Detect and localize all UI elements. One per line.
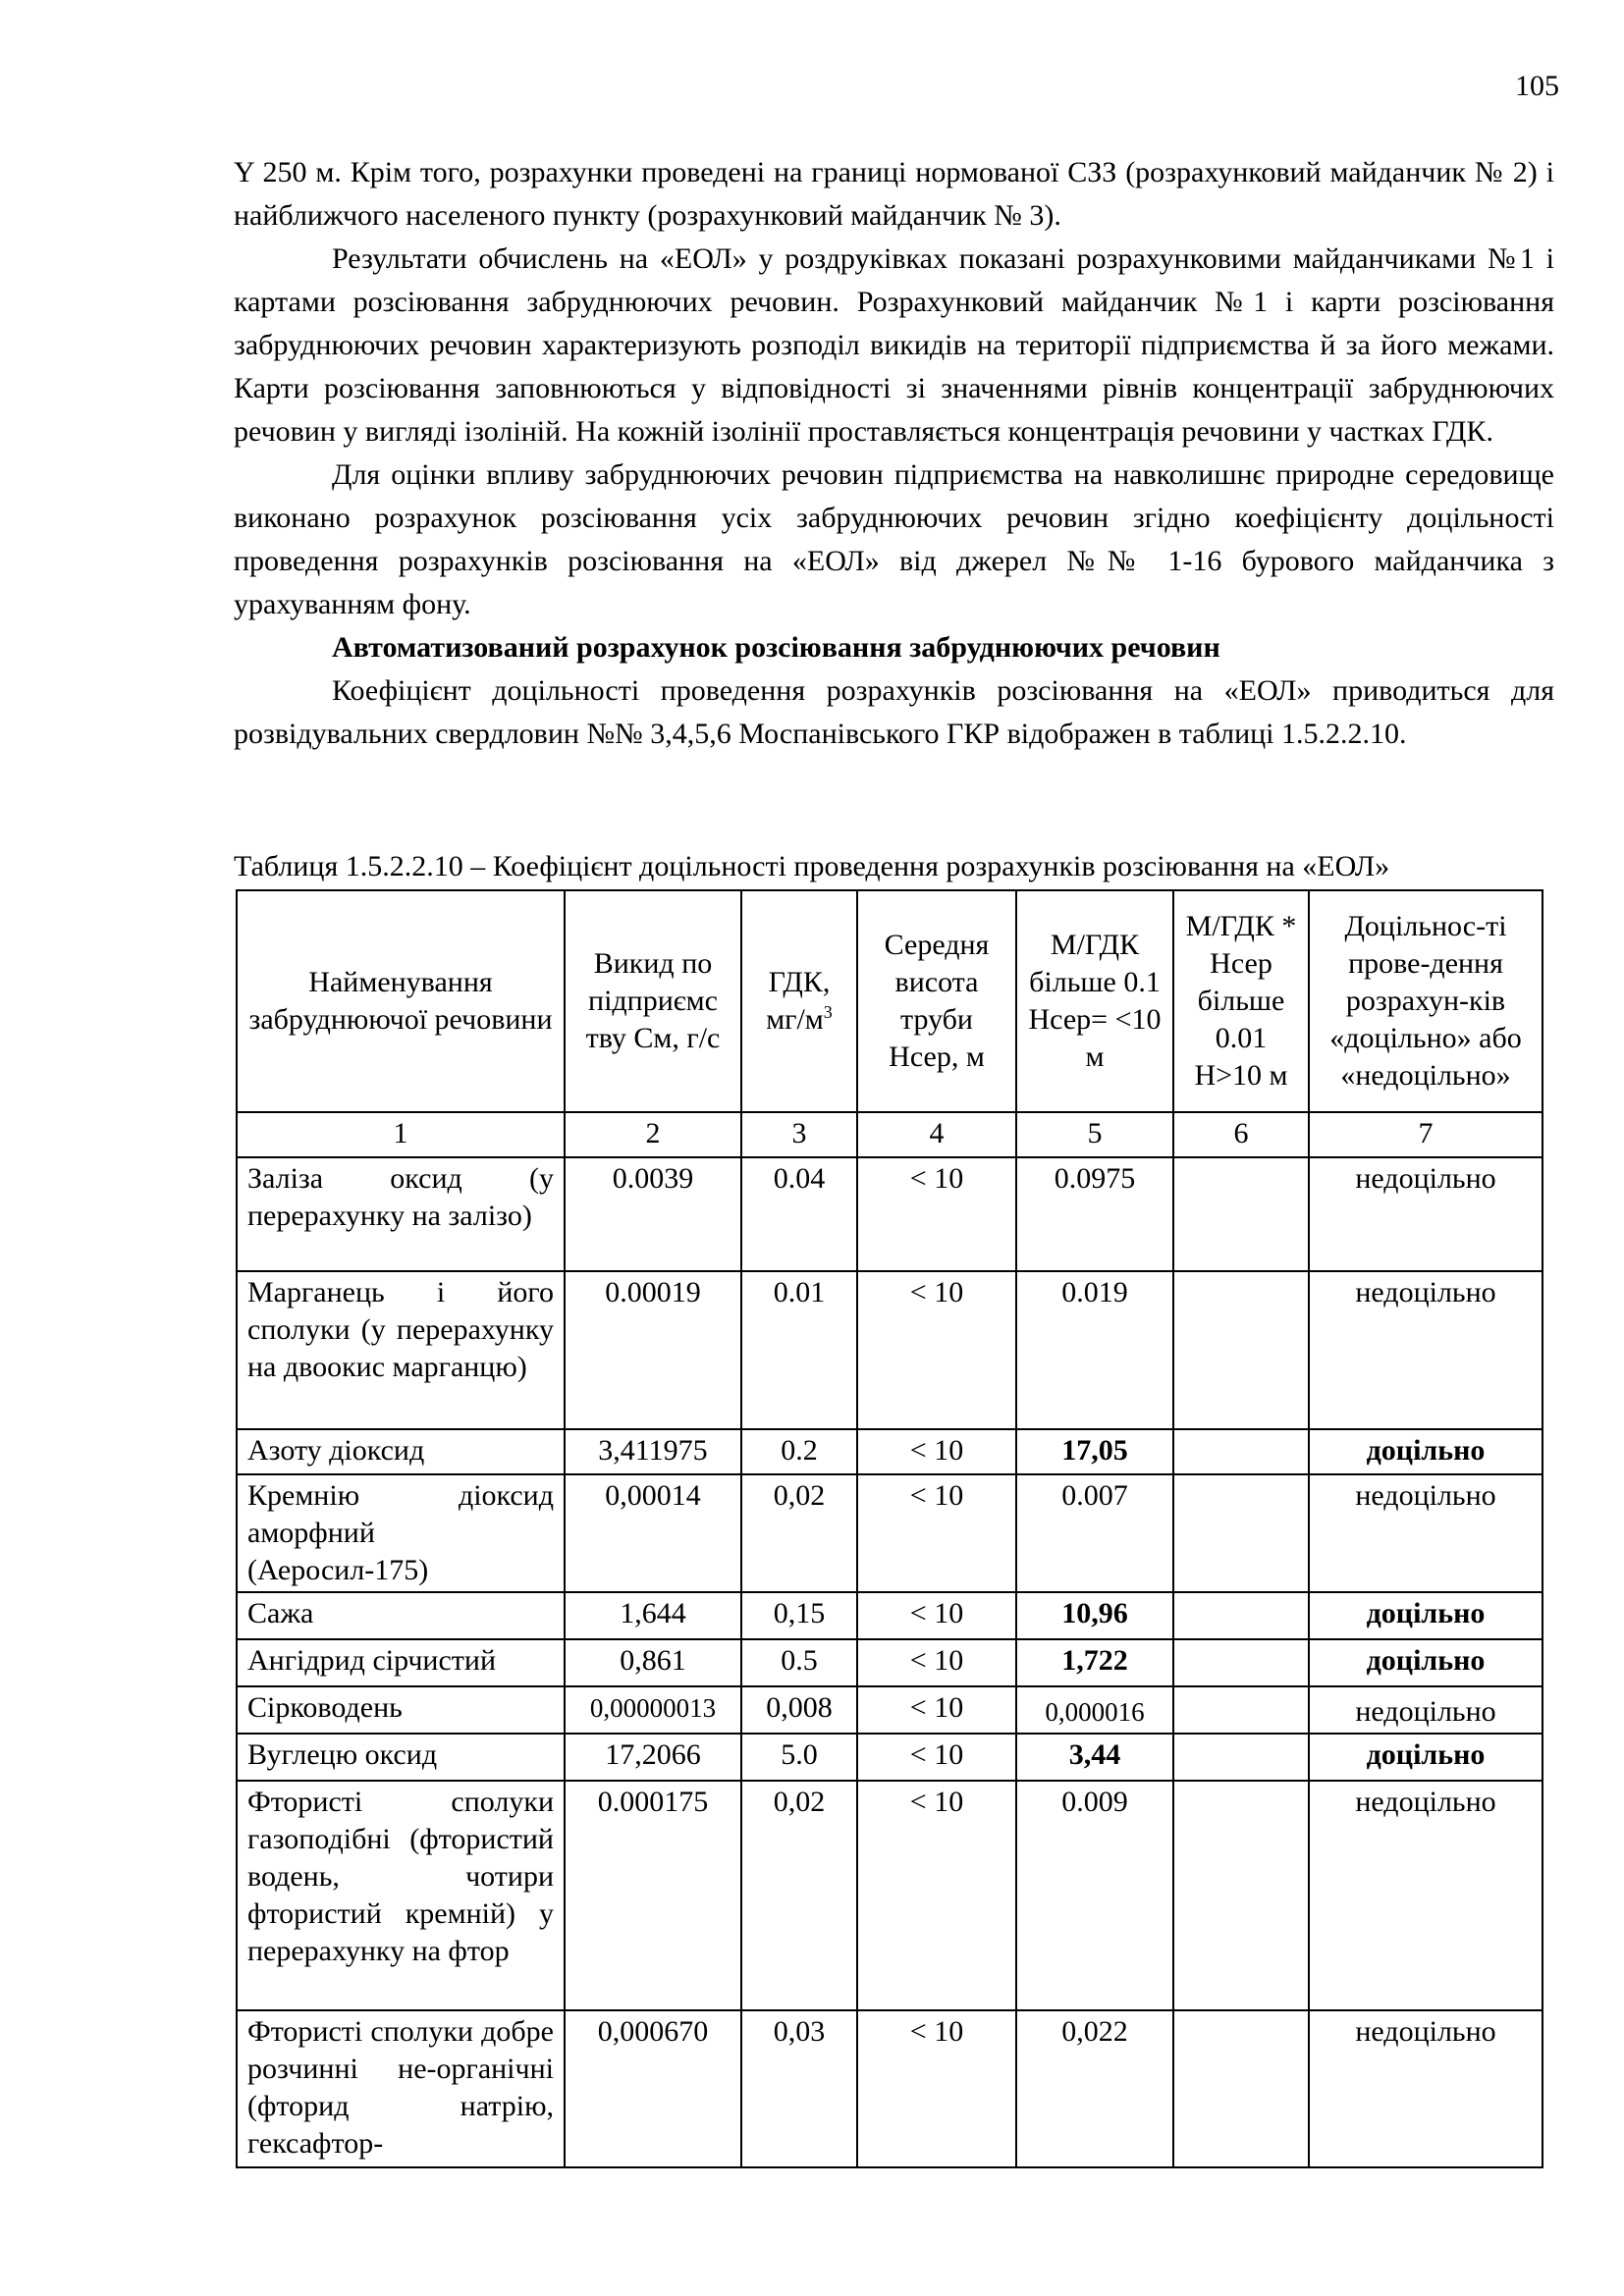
header-emission: Викид по підприємс тву Cм, г/с	[565, 890, 741, 1112]
cell-ratio2	[1173, 1734, 1309, 1781]
header-verdict: Доцільнос-ті прове-дення розрахун-ків «доцільно» або «недоцільно»	[1309, 890, 1543, 1112]
cell-height: < 10	[857, 1734, 1016, 1781]
header-stack-height: Середня висота труби Нсер, м	[857, 890, 1016, 1112]
table-row	[237, 1474, 1543, 1592]
cell-height: < 10	[857, 1429, 1016, 1474]
cell-substance: Сірководень	[237, 1686, 565, 1734]
header-substance: Найменування забруднюючої речовини	[237, 890, 565, 1112]
cell-ratio2	[1173, 2010, 1309, 2167]
table-row	[237, 1157, 1543, 1271]
body-text	[234, 151, 1554, 756]
cell-verdict: доцільно	[1309, 1639, 1543, 1686]
table-caption: Таблиця 1.5.2.2.10 – Коефіцієнт доцільності проведення розрахунків розсіювання на «ЕОЛ»	[234, 850, 1390, 882]
cell-verdict: доцільно	[1309, 1592, 1543, 1639]
table-row	[237, 1639, 1543, 1686]
cell-emission: 3,411975	[565, 1429, 741, 1474]
column-number: 6	[1173, 1112, 1309, 1157]
table-header-row	[237, 890, 1543, 1112]
cell-verdict: недоцільно	[1309, 1157, 1543, 1271]
cell-emission: 0,000670	[565, 2010, 741, 2167]
cell-emission: 0,00014	[565, 1474, 741, 1592]
cell-ratio: 0.007	[1016, 1474, 1173, 1592]
cell-ratio: 0.0975	[1016, 1157, 1173, 1271]
cell-substance: Ангідрид сірчистий	[237, 1639, 565, 1686]
cell-height: < 10	[857, 1271, 1016, 1429]
cell-ratio: 10,96	[1016, 1592, 1173, 1639]
table-row	[237, 1734, 1543, 1781]
cell-ratio2	[1173, 1686, 1309, 1734]
cell-gdk: 0,02	[741, 1474, 857, 1592]
cell-substance: Фтористі сполуки добре розчинні не-органічні (фторид натрію, гексафтор-	[237, 2010, 565, 2167]
column-number: 1	[237, 1112, 565, 1157]
cell-substance: Кремнію діоксид аморфний (Аеросил-175)	[237, 1474, 565, 1592]
cell-verdict: недоцільно	[1309, 1781, 1543, 2010]
coefficient-table	[236, 889, 1543, 2168]
cell-substance: Азоту діоксид	[237, 1429, 565, 1474]
cell-verdict: недоцільно	[1309, 1474, 1543, 1592]
cell-ratio2	[1173, 1592, 1309, 1639]
table-row	[237, 1592, 1543, 1639]
cell-ratio2	[1173, 1271, 1309, 1429]
section-heading: Автоматизований розрахунок розсіювання забруднюючих речовин	[332, 631, 1220, 664]
cell-ratio2	[1173, 1474, 1309, 1592]
cell-gdk: 0.01	[741, 1271, 857, 1429]
cell-height: < 10	[857, 1592, 1016, 1639]
cell-verdict: доцільно	[1309, 1734, 1543, 1781]
cell-ratio: 0,022	[1016, 2010, 1173, 2167]
cell-gdk: 5.0	[741, 1734, 857, 1781]
cell-substance: Вуглецю оксид	[237, 1734, 565, 1781]
paragraph-results: Результати обчислень на «ЕОЛ» у роздруківках показані розрахунковими майданчиками №1 і картами розсіювання забруднюючих речовин. Розрахунковий майданчик №1 і карти розсіювання забруднюючих речовин характеризують розподіл викидів на території підприємства й за його межами. Карти розсіювання заповнюються у відповідності зі значеннями рівнів концентрації забруднюючих речовин у вигляді ізоліній. На кожній ізолінії проставляється концентрація речовини у частках ГДК.	[234, 242, 1554, 448]
cell-ratio2	[1173, 1639, 1309, 1686]
cell-emission: 0,00000013	[565, 1686, 741, 1734]
column-number: 7	[1309, 1112, 1543, 1157]
cell-emission: 0,861	[565, 1639, 741, 1686]
cell-substance: Фтористі сполуки газоподібні (фтористий водень, чотири фтористий кремній) у перерахунку на фтор	[237, 1781, 565, 2010]
cell-gdk: 0,008	[741, 1686, 857, 1734]
column-number-row	[237, 1112, 1543, 1157]
column-number: 5	[1016, 1112, 1173, 1157]
cell-gdk: 0,02	[741, 1781, 857, 2010]
cell-substance: Марганець і його сполуки (у перерахунку на двоокис марганцю)	[237, 1271, 565, 1429]
cell-ratio: 1,722	[1016, 1639, 1173, 1686]
cell-gdk: 0.2	[741, 1429, 857, 1474]
cell-ratio2	[1173, 1781, 1309, 2010]
table-row	[237, 1781, 1543, 2010]
cell-ratio2	[1173, 1157, 1309, 1271]
cell-ratio: 3,44	[1016, 1734, 1173, 1781]
cell-substance: Сажа	[237, 1592, 565, 1639]
cell-verdict: недоцільно	[1309, 1271, 1543, 1429]
paragraph-assessment: Для оцінки впливу забруднюючих речовин підприємства на навколишнє природне середовище виконано розрахунок розсіювання усіх забруднюючих речовин згідно коефіцієнту доцільності проведення розрахунків розсіювання на «ЕОЛ» від джерел №№ 1-16 бурового майданчика з урахуванням фону.	[234, 458, 1554, 620]
cell-verdict: недоцільно	[1309, 2010, 1543, 2167]
column-number: 3	[741, 1112, 857, 1157]
header-gdk: ГДК, $мг/м^3$	[741, 890, 857, 1112]
cell-height: < 10	[857, 1639, 1016, 1686]
cell-gdk: 0,15	[741, 1592, 857, 1639]
cell-ratio: 0.009	[1016, 1781, 1173, 2010]
table-row	[237, 1429, 1543, 1474]
column-number: 2	[565, 1112, 741, 1157]
cell-ratio2	[1173, 1429, 1309, 1474]
cell-height: < 10	[857, 1474, 1016, 1592]
cell-ratio: 0.019	[1016, 1271, 1173, 1429]
cell-emission: 0.00019	[565, 1271, 741, 1429]
paragraph-continuation: Y 250 м. Крім того, розрахунки проведені на границі нормованої СЗЗ (розрахунковий майданчик № 2) і найближчого населеного пункту (розрахунковий майданчик № 3).	[234, 156, 1554, 232]
cell-emission: 17,2066	[565, 1734, 741, 1781]
cell-verdict: доцільно	[1309, 1429, 1543, 1474]
page-number: 105	[1515, 70, 1559, 102]
column-number: 4	[857, 1112, 1016, 1157]
cell-gdk: 0.04	[741, 1157, 857, 1271]
cell-emission: 0.000175	[565, 1781, 741, 2010]
cell-gdk: 0,03	[741, 2010, 857, 2167]
cell-ratio: 0,000016	[1016, 1686, 1173, 1734]
paragraph-coefficient: Коефіцієнт доцільності проведення розрахунків розсіювання на «ЕОЛ» приводиться для розвідувальних свердловин №№ 3,4,5,6 Моспанівського ГКР відображен в таблиці 1.5.2.2.10.	[234, 674, 1554, 750]
cell-height: < 10	[857, 1781, 1016, 2010]
table-row	[237, 2010, 1543, 2167]
cell-height: < 10	[857, 1686, 1016, 1734]
cell-emission: 0.0039	[565, 1157, 741, 1271]
header-ratio-high: М/ГДК * Нсер більше 0.01 Н>10 м	[1173, 890, 1309, 1112]
cell-height: < 10	[857, 1157, 1016, 1271]
cell-ratio: 17,05	[1016, 1429, 1173, 1474]
table-row	[237, 1686, 1543, 1734]
header-ratio-low: М/ГДК більше 0.1 Нсер= <10 м	[1016, 890, 1173, 1112]
cell-height: < 10	[857, 2010, 1016, 2167]
cell-verdict: недоцільно	[1309, 1686, 1543, 1734]
cell-substance: Заліза оксид (у перерахунку на залізо)	[237, 1157, 565, 1271]
cell-gdk: 0.5	[741, 1639, 857, 1686]
cell-emission: 1,644	[565, 1592, 741, 1639]
table-row	[237, 1271, 1543, 1429]
